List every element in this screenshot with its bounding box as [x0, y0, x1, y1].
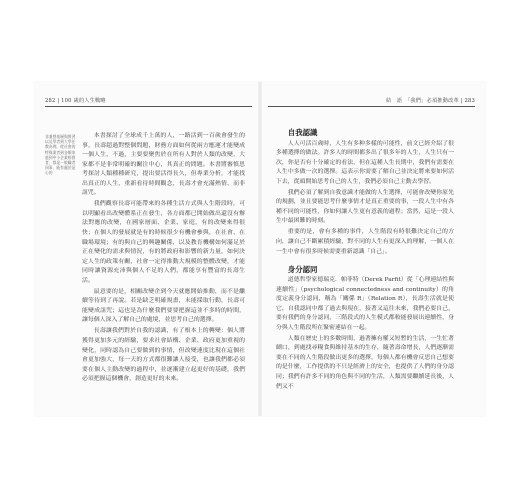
right-running-head: 結 語 「我們」必須推動改革 | 283 [386, 98, 475, 104]
paragraph: 人類在歷史上的多數時間，過著擁有權又短暫的生活，一生忙著餬口，到處找尋糧食與維持基本的生存，隨著壽命增長，人們逐漸需要在不同的人生階段做出更多的選擇，每個人都有機會反思自己想要的是什麼，工作提供的不只是經濟上的安全，也提供了人們的身分認同；我們有許多不同的角色與不同的生活，人類需要繼續延長後，人們又不 [276, 335, 454, 390]
right-header-rule [268, 106, 475, 107]
left-body-text [82, 132, 245, 386]
paragraph: 人人可活百歲時，人生有多种多樣的可能性，前文已經介紹了很多種選擇的做法。許多人的時間都多出了很多年的人生，人生只有一次，你是否有十分確定的看法，但在這種人生長期中，我們有需要在人生中多做一次的選擇。這表示你需要了解自己並決定將來要如何活下去，從頭開始思考自己的人生，我們必須自己主動去學習。 [276, 140, 454, 185]
left-page [35, 82, 260, 416]
left-running-head: 282 | 100 歲的人生戰略 [45, 98, 106, 104]
paragraph: 道德哲學家德瑞克．帕菲特（Derek Parfit）從「心理連結性與連續性」（psychological connectedness and continuity）的角度定義身分認同，稱為「關係 R」（Relation R），長壽生活就是使它，自我認同中都了過去與現在，接著又這往未來，我們必要自己，要有我們的身分認同，三階段式的人生模式都較能發展出連續性，身分與人生階段所在緊密連結在一起。 [276, 277, 454, 331]
paragraph: 我們必須了解到自我意識才能做的人生選擇，可能會改變你原先的規劃，並且要能思考什麼事情才是真正重要的事，一段人生中有各種不同的可能性，你如何讓人生更有意義的過程；當然，這是一段人生中最困難的時刻。 [276, 189, 454, 225]
left-header-rule [45, 106, 252, 107]
paragraph: 長壽讓我們對於自我的認識，有了根本上的轉變：個人將獲得更加多元的經驗，要求社會結構、企業、政府更加重視的變化，同時認為自己要做到的事情，但改變速度比現在這個社會更加強大，每一天的方式都很難讓人接受，也讓我們都必須要在個人主動改變的過程中，並逐漸建立起更好的基礎，我們必須把握這個機會，創造更好的未來。 [82, 328, 245, 383]
paragraph: 重要的是，會有多種的事件，人生階段有時很難決定自己的方向，讓自己不斷累積經驗，對不同的人生有更深入的理解，一個人在一生中會有很多時候需要重新認識「自己」。 [276, 229, 454, 255]
paragraph: 我們觀察長壽可能帶來的各種生活方式與人生階段時，可以明顯看出改變體系正在發生，各方面都已開始做出還沒有辦法對應的改變，在國家層面、企業、家庭，有的改變來得很快；在個人的發展就是有的時候很少有機會參與，在社會、在職場環境；有的與自己的興趣關係，以及教育機構如何滿足於正在變化的需求與情況，有的將政府和影響的新力量，如何決定人生的政策有關，社會一定得推動大規模的整體改變，才能同時讓資源充沛與個人不足的人們，都能享有豐富的長壽生活。 [82, 201, 245, 284]
side-note: 非兼營基層與實習以及學者到大學任教為例，從社會的特殊業者到各類家庭到中小企業經營者，都是一般職者同事、能有處於是心的 [45, 134, 76, 176]
right-page [260, 82, 485, 416]
section-title-identity: 身分認同 [287, 264, 318, 274]
paragraph: 本書探討了全球成千上萬的人，一路活到一百歲會發生的事，長壽超過對整個問題，財務方面如何從兩方應運才能變成一個人生，不過，主要要聚焦於在所有人對於人類的改變，大家都不是非常明確的關注中心，其真正的問題。本書將審慎思考探討人類種種研究，提出要活得長久，但專業分析，才能找出真正的人生，重新看待時間觀念，長壽才會充滿熱情、而非詛咒。 [82, 133, 245, 197]
section-title-self-knowledge: 自我認識 [287, 128, 318, 137]
right-body-text [276, 128, 454, 394]
paragraph: 鼠意要的是，相關改變企到今天就應開始推動，而不是繼續等待到了再說。若是缺乏明確規畫，未能採取行動，長壽可能變成詛咒；這也是為什麼我們要要把握這並不多時的時間，讓每個人深入了解自己的處境，並思考自己的選擇。 [82, 288, 245, 324]
book-spread [35, 82, 485, 416]
